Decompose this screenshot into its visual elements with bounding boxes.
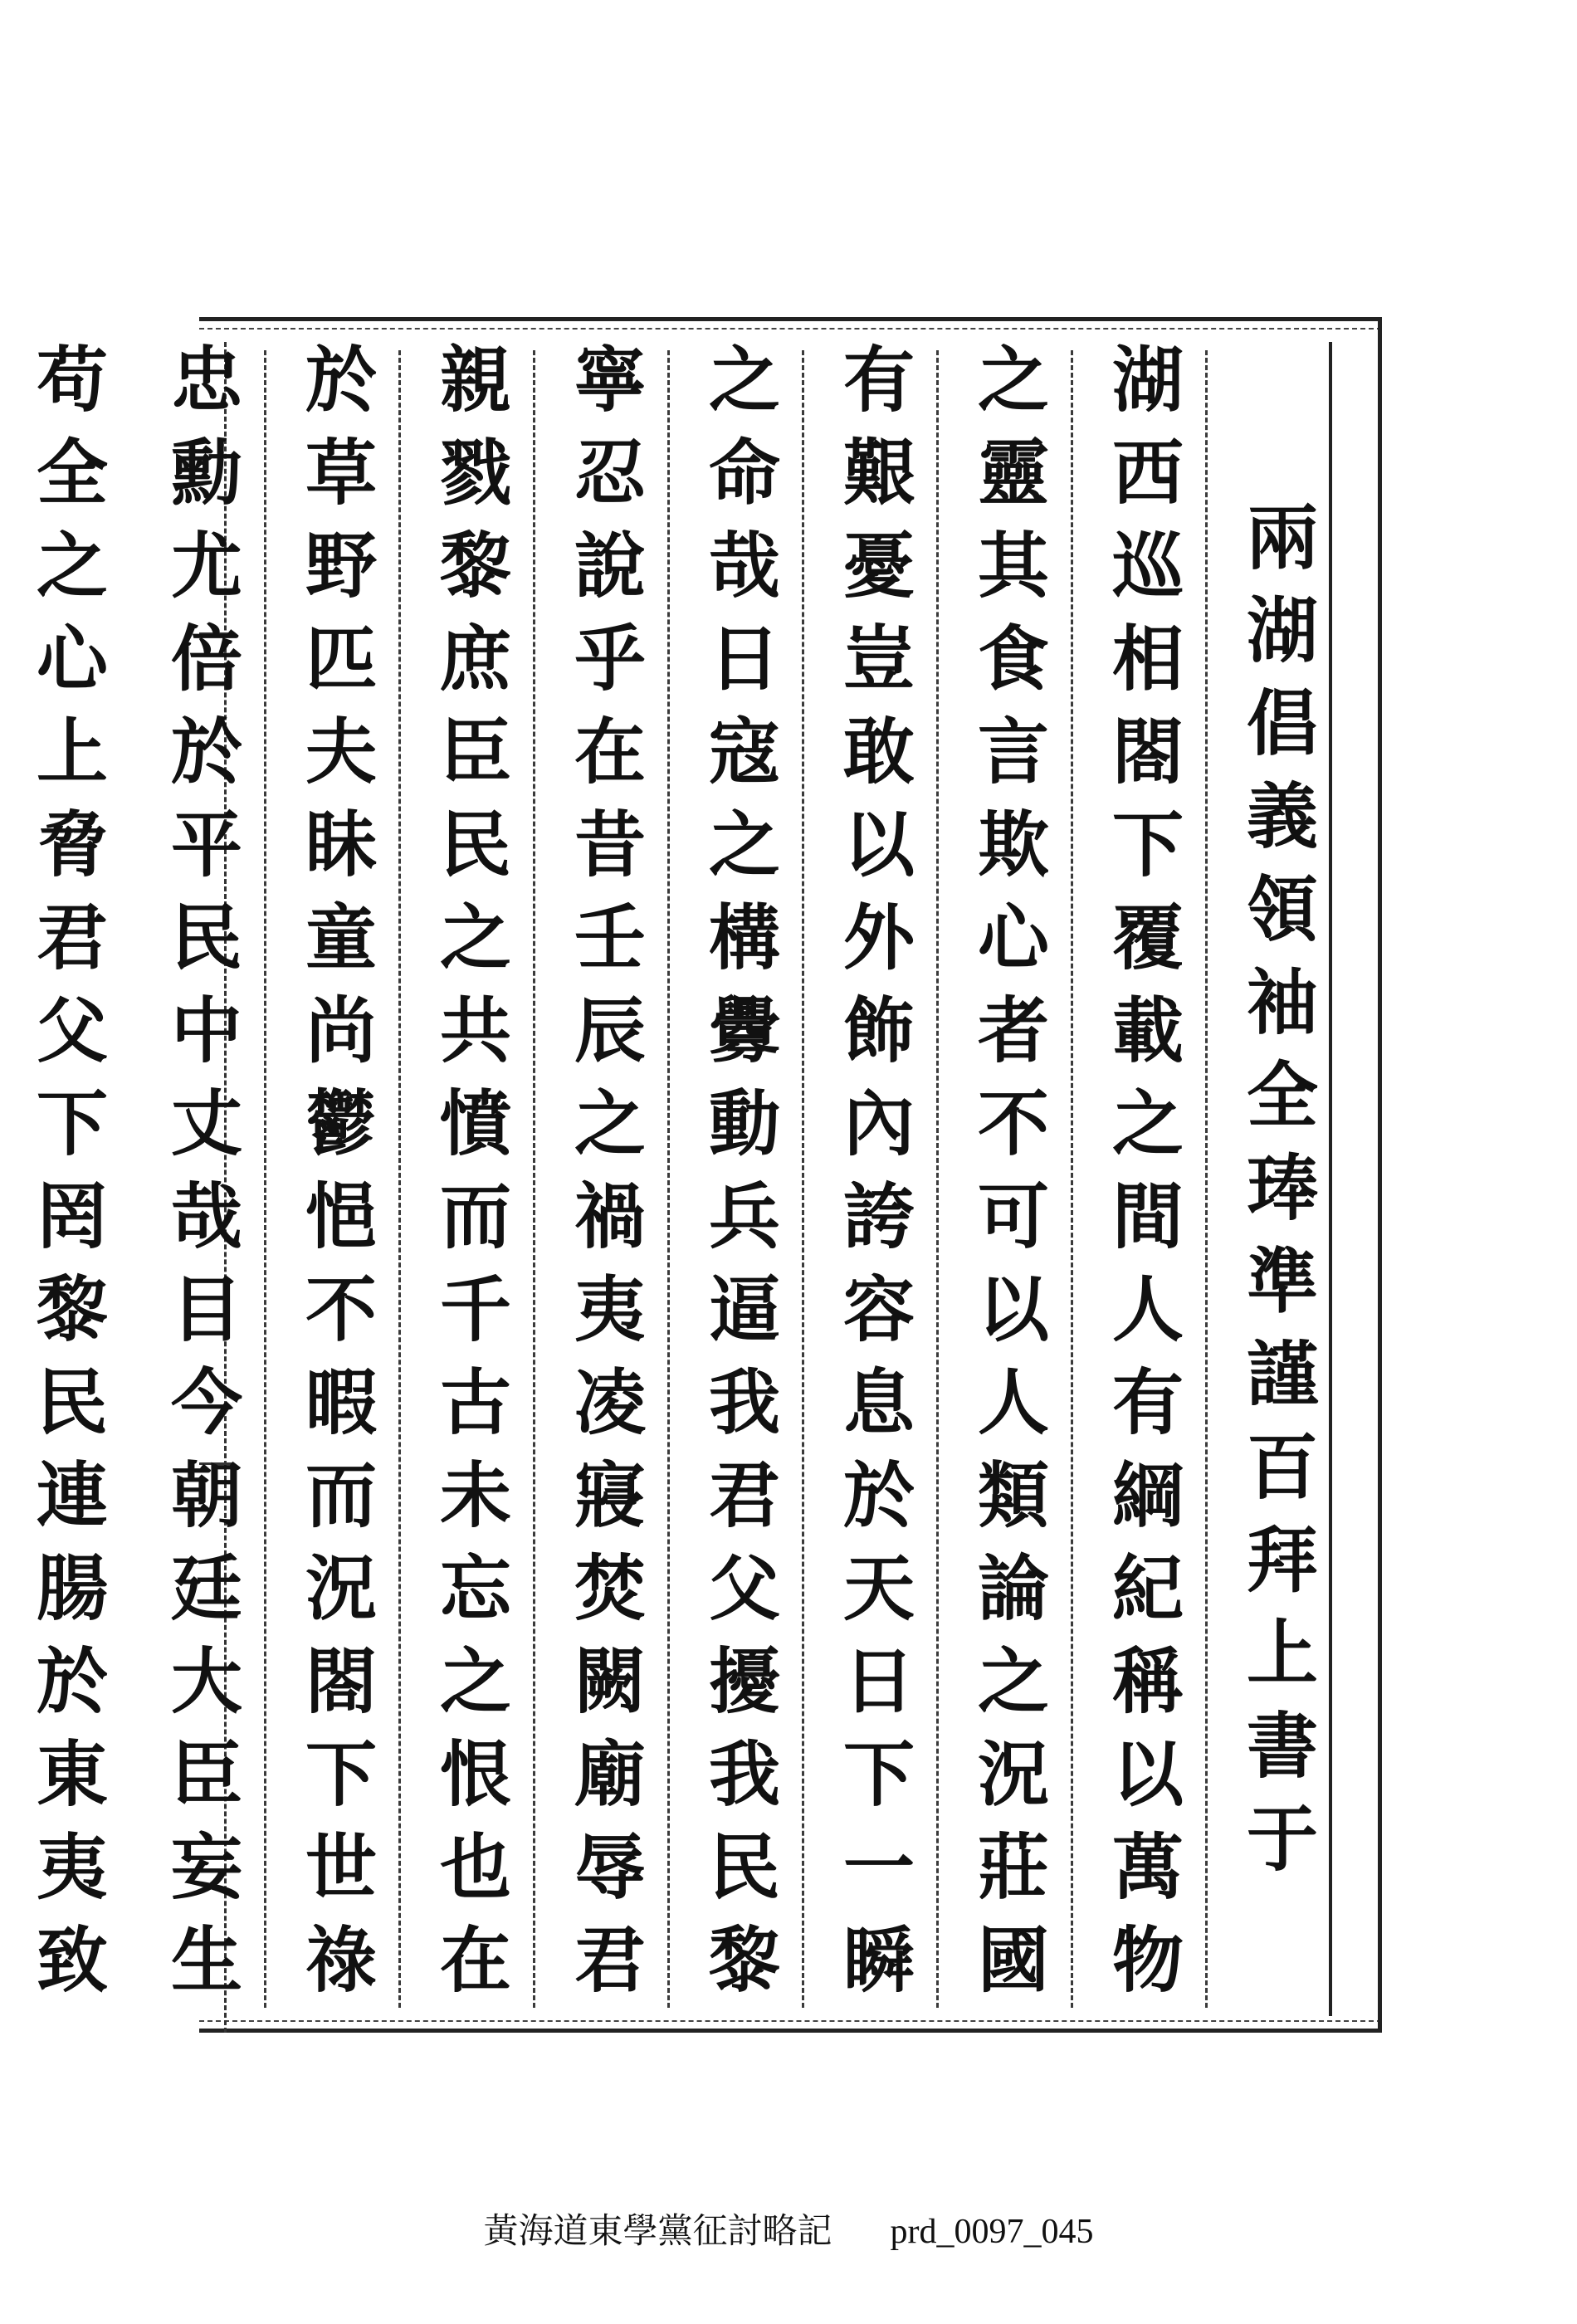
footer-code: prd_0097_045 — [890, 2213, 1094, 2251]
page-frame — [24, 317, 1382, 2033]
column-text: 寧忍說乎在昔壬辰之禍夷凌寢焚闕廟辱君 — [562, 342, 646, 2015]
column-text: 兩湖倡義領袖全琫準謹百拜上書于 — [1234, 500, 1318, 1894]
text-column — [540, 342, 667, 2013]
column-divider — [667, 350, 670, 2008]
column-divider — [936, 350, 939, 2008]
column-divider — [264, 350, 266, 2008]
frame-bottom-rule — [199, 2029, 1382, 2033]
column-divider — [1071, 350, 1073, 2008]
footer-title: 黃海道東學黨征討略記 — [483, 2213, 832, 2251]
column-text: 於草野匹夫眛童尚鬱悒不暇而況閤下世祿 — [293, 342, 377, 2015]
column-text: 之命哉日寇之構釁動兵逼我君父擾我民黎 — [696, 342, 780, 2015]
column-text: 湖西巡相閤下覆載之間人有綱紀稱以萬物 — [1100, 342, 1184, 2015]
column-divider — [1205, 350, 1208, 2008]
column-text: 之靈其食言欺心者不可以人類論之況莊國 — [965, 342, 1049, 2015]
column-text: 親戮黎庶臣民之共憤而千古未忘之恨也在 — [427, 342, 511, 2015]
text-column — [271, 342, 398, 2013]
column-text: 苟全之心上脅君父下罔黎民連腸於東夷致 — [24, 342, 108, 2015]
text-column — [2, 342, 129, 2013]
column-text: 忠勳尤倍於平民中丈哉目今朝廷大臣妄生 — [159, 342, 242, 2015]
frame-top-rule — [199, 317, 1382, 321]
text-column — [943, 342, 1071, 2013]
text-column — [405, 342, 533, 2013]
column-divider — [802, 350, 804, 2008]
text-column — [674, 342, 802, 2013]
column-divider — [533, 350, 535, 2008]
page-footer — [0, 2204, 1577, 2253]
text-column — [808, 342, 936, 2013]
frame-right-rule — [1378, 317, 1382, 2033]
text-column-heading — [1212, 342, 1340, 2013]
text-column — [1077, 342, 1205, 2013]
column-text: 有艱憂豈敢以外飾內誇容息於天日下一瞬 — [831, 342, 915, 2015]
text-column — [136, 342, 264, 2013]
column-divider — [398, 350, 401, 2008]
